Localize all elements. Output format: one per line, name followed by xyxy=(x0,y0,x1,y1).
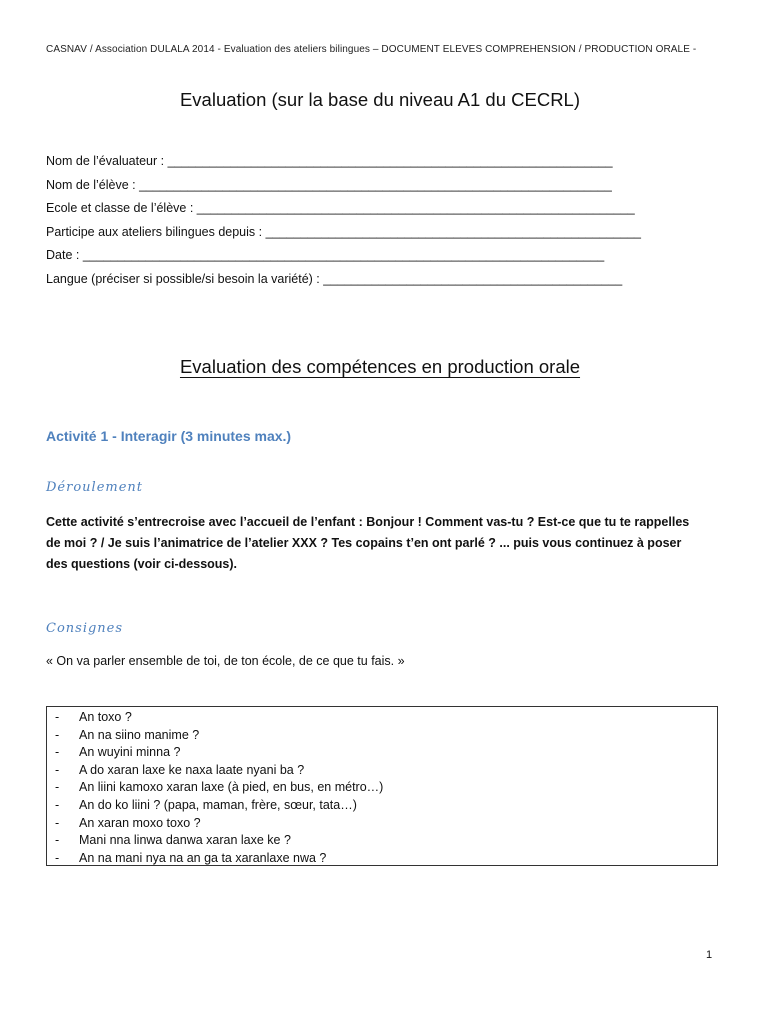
fill-in-line: ____________________________________________________________________ xyxy=(139,177,612,192)
fill-in-line: ______________________________________________________ xyxy=(265,224,641,239)
question-text: An wuyini minna ? xyxy=(79,745,181,760)
field-date xyxy=(46,244,646,268)
field-student-name xyxy=(46,174,646,198)
list-dash: - xyxy=(55,745,60,760)
field-attendance-since xyxy=(46,221,646,245)
fill-in-line: ___________________________________________ xyxy=(323,271,623,286)
deroulement-paragraph: Cette activité s’entrecroise avec l’accueil de l’enfant : Bonjour ! Comment vas-tu ? Est-ce que tu te rappelles de moi ? / Je suis l’animatrice de l’atelier XXX ? Tes copains t’en ont parlé ? ... puis vous continuez à poser des questions (voir ci-dessous). xyxy=(46,515,690,571)
field-label: Date : xyxy=(46,248,83,262)
list-dash: - xyxy=(55,710,60,724)
fill-in-line: ________________________________________________________________ xyxy=(167,154,613,168)
field-language xyxy=(46,268,646,292)
question-text: An toxo ? xyxy=(79,710,132,724)
question-text: An xaran moxo toxo ? xyxy=(79,815,201,830)
question-list xyxy=(55,709,717,867)
identification-fields xyxy=(46,150,646,291)
question-text: An na mani nya na an ga ta xaranlaxe nwa ? xyxy=(79,850,327,865)
list-dash: - xyxy=(55,780,60,795)
question-text: An do ko liini ? (papa, maman, frère, sœur, tata…) xyxy=(79,797,357,812)
field-label: Langue (préciser si possible/si besoin la variété) : xyxy=(46,271,324,286)
list-dash: - xyxy=(55,797,60,812)
list-dash: - xyxy=(55,815,60,830)
question-item xyxy=(55,779,717,797)
question-item xyxy=(55,832,717,850)
list-dash: - xyxy=(55,762,60,777)
question-item xyxy=(55,815,717,833)
activity-title: Activité 1 - Interagir (3 minutes max.) xyxy=(46,428,292,444)
questions-box xyxy=(46,706,718,866)
list-dash: - xyxy=(55,727,60,742)
field-label: Nom de l’évaluateur : xyxy=(46,154,168,168)
question-text: A do xaran laxe ke naxa laate nyani ba ? xyxy=(79,762,305,777)
consignes-heading: Consignes xyxy=(46,621,124,636)
deroulement-heading: Déroulement xyxy=(46,480,143,495)
field-label: Participe aux ateliers bilingues depuis : xyxy=(46,224,266,239)
field-school-class xyxy=(46,197,646,221)
question-item xyxy=(55,850,717,868)
section-title: Evaluation des compétences en production orale xyxy=(179,356,581,377)
page-number: 1 xyxy=(706,949,713,961)
question-item xyxy=(55,762,717,780)
list-dash: - xyxy=(55,833,60,848)
question-text: Mani nna linwa danwa xaran laxe ke ? xyxy=(79,833,291,848)
field-evaluator xyxy=(46,150,646,174)
field-label: Ecole et classe de l’élève : xyxy=(46,201,197,215)
document-title: Evaluation (sur la base du niveau A1 du CECRL) xyxy=(179,89,581,110)
field-label: Nom de l’élève : xyxy=(46,177,140,192)
question-item xyxy=(55,797,717,815)
question-item xyxy=(55,744,717,762)
question-item xyxy=(55,727,717,745)
consignes-paragraph: « On va parler ensemble de toi, de ton école, de ce que tu fais. » xyxy=(46,654,405,668)
fill-in-line: ___________________________________________________________________________ xyxy=(82,248,605,262)
list-dash: - xyxy=(55,850,60,865)
question-text: An liini kamoxo xaran laxe (à pied, en bus, en métro…) xyxy=(79,780,384,795)
question-item xyxy=(55,709,717,727)
fill-in-line: _______________________________________________________________ xyxy=(196,201,635,215)
question-text: An na siino manime ? xyxy=(79,727,200,742)
running-header: CASNAV / Association DULALA 2014 - Evaluation des ateliers bilingues – DOCUMENT ELEVES COMPREHENSION / PRODUCTION ORALE - xyxy=(46,44,697,55)
